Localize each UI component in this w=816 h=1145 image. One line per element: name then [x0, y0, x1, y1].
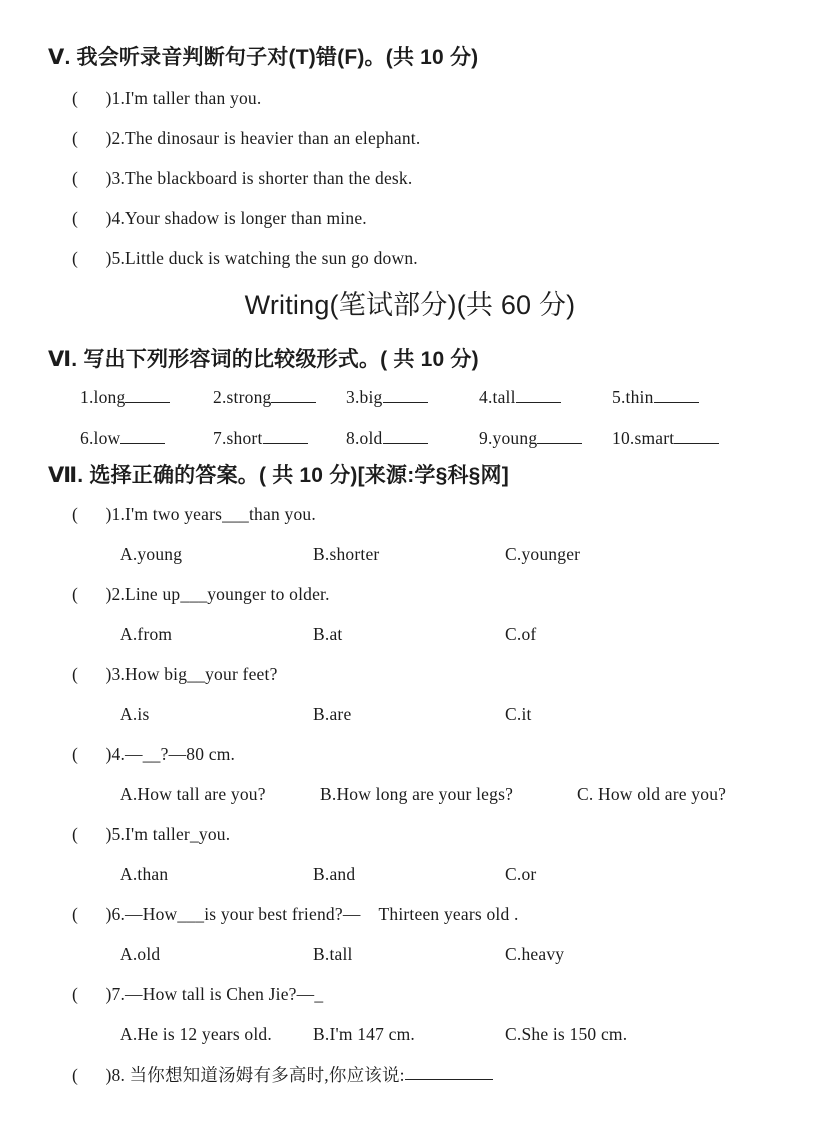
option-b: B.are [313, 703, 352, 724]
word-item-young [479, 427, 612, 448]
section-vii-questions [48, 504, 772, 1085]
word-label: 8.old [346, 427, 383, 448]
option-b: B.tall [313, 943, 353, 964]
answer-blank [120, 427, 165, 444]
question-2-options [48, 624, 772, 644]
word-item-short [213, 427, 346, 448]
option-c: C.younger [505, 543, 581, 564]
question-4-text: ( )4.—__?—80 cm. [72, 743, 236, 764]
word-label: 10.smart [612, 427, 675, 448]
word-label: 1.long [80, 386, 126, 407]
section-vi-words [48, 386, 772, 448]
words-row-2 [48, 427, 772, 448]
question-5-text: ( )5.I'm taller_you. [72, 823, 231, 844]
option-a: A.from [120, 623, 173, 644]
word-label: 9.young [479, 427, 538, 448]
word-item-thin [612, 386, 699, 407]
word-item-tall [479, 386, 612, 407]
question-5-options [48, 864, 772, 884]
question-4-options [48, 784, 772, 804]
word-item-low [80, 427, 213, 448]
listening-item-4: ( )4.Your shadow is longer than mine. [72, 208, 367, 228]
option-c: C.She is 150 cm. [505, 1023, 628, 1044]
word-item-old [346, 427, 479, 448]
word-label: 2.strong [213, 386, 272, 407]
question-7-text: ( )7.—How tall is Chen Jie?—_ [72, 983, 324, 1004]
word-item-strong [213, 386, 346, 407]
option-a: A.How tall are you? [120, 783, 266, 804]
answer-blank [271, 386, 316, 403]
answer-blank [383, 427, 428, 444]
question-1-options [48, 544, 772, 564]
option-b: B.and [313, 863, 356, 884]
option-b: B.shorter [313, 543, 380, 564]
listening-item-1: ( )1.I'm taller than you. [72, 88, 262, 108]
option-a: A.is [120, 703, 150, 724]
answer-blank [125, 386, 170, 403]
word-item-long [80, 386, 213, 407]
word-item-smart [612, 427, 719, 448]
word-label: 7.short [213, 427, 263, 448]
answer-blank [654, 386, 699, 403]
option-c: C. How old are you? [577, 783, 727, 804]
answer-blank [405, 1064, 493, 1081]
section-v-title: Ⅴ. 我会听录音判断句子对(T)错(F)。(共 10 分) [48, 46, 479, 69]
question-7-options [48, 1024, 772, 1044]
question-6-text: ( )6.—How___is your best friend?— Thirteen years old . [72, 903, 519, 924]
answer-blank [516, 386, 561, 403]
question-8-label: ( )8. 当你想知道汤姆有多高时,你应该说: [72, 1064, 405, 1085]
section-v-items [48, 88, 772, 268]
question-6-options [48, 944, 772, 964]
word-item-big [346, 386, 479, 407]
answer-blank [674, 427, 719, 444]
option-b: B.at [313, 623, 343, 644]
word-label: 4.tall [479, 386, 516, 407]
word-label: 5.thin [612, 386, 654, 407]
option-b: B.How long are your legs? [320, 783, 514, 804]
words-row-1 [48, 386, 772, 407]
word-label: 6.low [80, 427, 121, 448]
section-vii-title: Ⅶ. 选择正确的答案。( 共 10 分)[来源:学§科§网] [48, 463, 509, 487]
option-b: B.I'm 147 cm. [313, 1023, 415, 1044]
option-c: C.of [505, 623, 537, 644]
answer-blank [383, 386, 428, 403]
option-c: C.or [505, 863, 537, 884]
section-vi-title: Ⅵ. 写出下列形容词的比较级形式。( 共 10 分) [48, 348, 479, 371]
listening-item-5: ( )5.Little duck is watching the sun go down. [72, 248, 418, 268]
option-a: A.young [120, 543, 183, 564]
answer-blank [263, 427, 308, 444]
option-a: A.He is 12 years old. [120, 1023, 272, 1044]
listening-item-3: ( )3.The blackboard is shorter than the desk. [72, 168, 413, 188]
option-a: A.than [120, 863, 169, 884]
listening-item-2: ( )2.The dinosaur is heavier than an elephant. [72, 128, 421, 148]
question-3-options [48, 704, 772, 724]
answer-blank [537, 427, 582, 444]
question-1-text: ( )1.I'm two years___than you. [72, 503, 316, 524]
question-2-text: ( )2.Line up___younger to older. [72, 583, 330, 604]
writing-part-heading: Writing(笔试部分)(共 60 分) [244, 290, 576, 320]
word-label: 3.big [346, 386, 383, 407]
option-c: C.it [505, 703, 532, 724]
option-c: C.heavy [505, 943, 565, 964]
question-3-text: ( )3.How big__your feet? [72, 663, 278, 684]
option-a: A.old [120, 943, 161, 964]
question-8-text [48, 1064, 772, 1085]
